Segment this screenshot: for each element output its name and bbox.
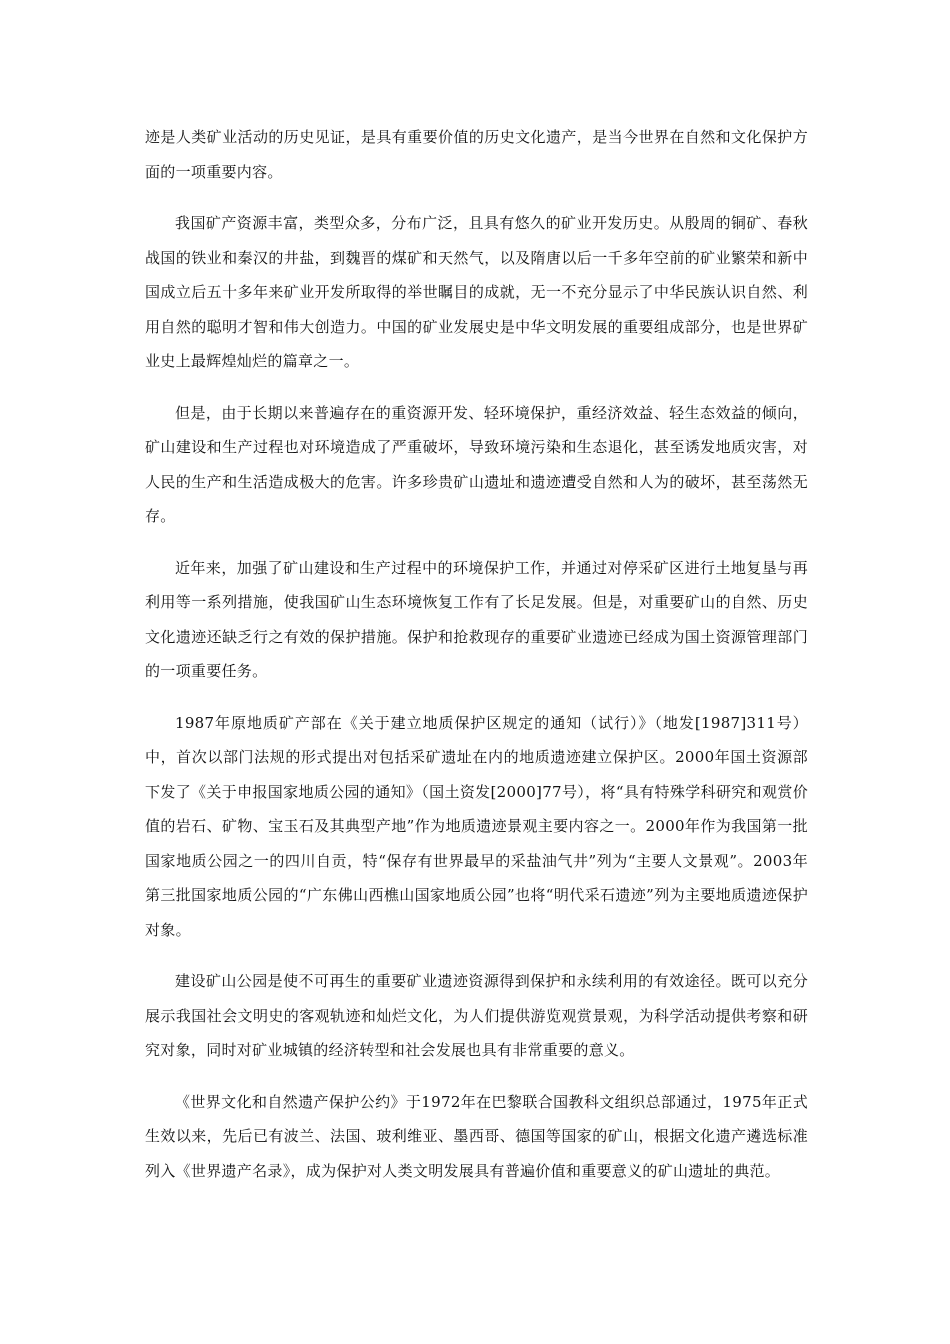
paragraph-environmental-damage: 但是，由于长期以来普遍存在的重资源开发、轻环境保护，重经济效益、轻生态效益的倾向，矿山建设和生产过程也对环境造成了严重破坏，导致环境污染和生态退化，甚至诱发地质灾害，对人民的生产和生活造成极大的危害。许多珍贵矿山遗址和遗迹遭受自然和人为的破坏，甚至荡然无存。 [145, 403, 808, 525]
body-text [145, 120, 808, 1205]
paragraph-protection-measures: 近年来，加强了矿山建设和生产过程中的环境保护工作，并通过对停采矿区进行土地复垦与再利用等一系列措施，使我国矿山生态环境恢复工作有了长足发展。但是，对重要矿山的自然、历史文化遗迹还缺乏行之有效的保护措施。保护和抢救现存的重要矿业遗迹已经成为国土资源管理部门的一项重要任务。 [145, 558, 808, 680]
paragraph-world-heritage: 《世界文化和自然遗产保护公约》于1972年在巴黎联合国教科文组织总部通过，1975年正式生效以来，先后已有波兰、法国、玻利维亚、墨西哥、德国等国家的矿山，根据文化遗产遴选标准列入《世界遗产名录》，成为保护对人类文明发展具有普遍价值和重要意义的矿山遗址的典范。 [145, 1092, 808, 1180]
paragraph-regulations: 1987年原地质矿产部在《关于建立地质保护区规定的通知（试行）》（地发[1987]311号）中，首次以部门法规的形式提出对包括采矿遗址在内的地质遗迹建立保护区。2000年国土资源部下发了《关于申报国家地质公园的通知》（国土资发[2000]77号），将“具有特殊学科研究和观赏价值的岩石、矿物、宝玉石及其典型产地”作为地质遗迹景观主要内容之一。2000年作为我国第一批国家地质公园之一的四川自贡，特“保存有世界最早的采盐油气井”列为“主要人文景观”。2003年第三批国家地质公园的“广东佛山西樵山国家地质公园”也将“明代采石遗迹”列为主要地质遗迹保护对象。 [145, 713, 808, 939]
paragraph-mine-parks: 建设矿山公园是使不可再生的重要矿业遗迹资源得到保护和永续利用的有效途径。既可以充分展示我国社会文明史的客观轨迹和灿烂文化，为人们提供游览观赏景观，为科学活动提供考察和研究对象，同时对矿业城镇的经济转型和社会发展也具有非常重要的意义。 [145, 972, 808, 1059]
paragraph-mining-history: 我国矿产资源丰富，类型众多，分布广泛，且具有悠久的矿业开发历史。从殷周的铜矿、春秋战国的铁业和秦汉的井盐，到魏晋的煤矿和天然气，以及隋唐以后一千多年空前的矿业繁荣和新中国成立后五十多年来矿业开发所取得的举世瞩目的成就，无一不充分显示了中华民族认识自然、利用自然的聪明才智和伟大创造力。中国的矿业发展史是中华文明发展的重要组成部分，也是世界矿业史上最辉煌灿烂的篇章之一。 [145, 214, 808, 370]
paragraph-continuation: 迹是人类矿业活动的历史见证，是具有重要价值的历史文化遗产，是当今世界在自然和文化保护方面的一项重要内容。 [145, 128, 808, 181]
